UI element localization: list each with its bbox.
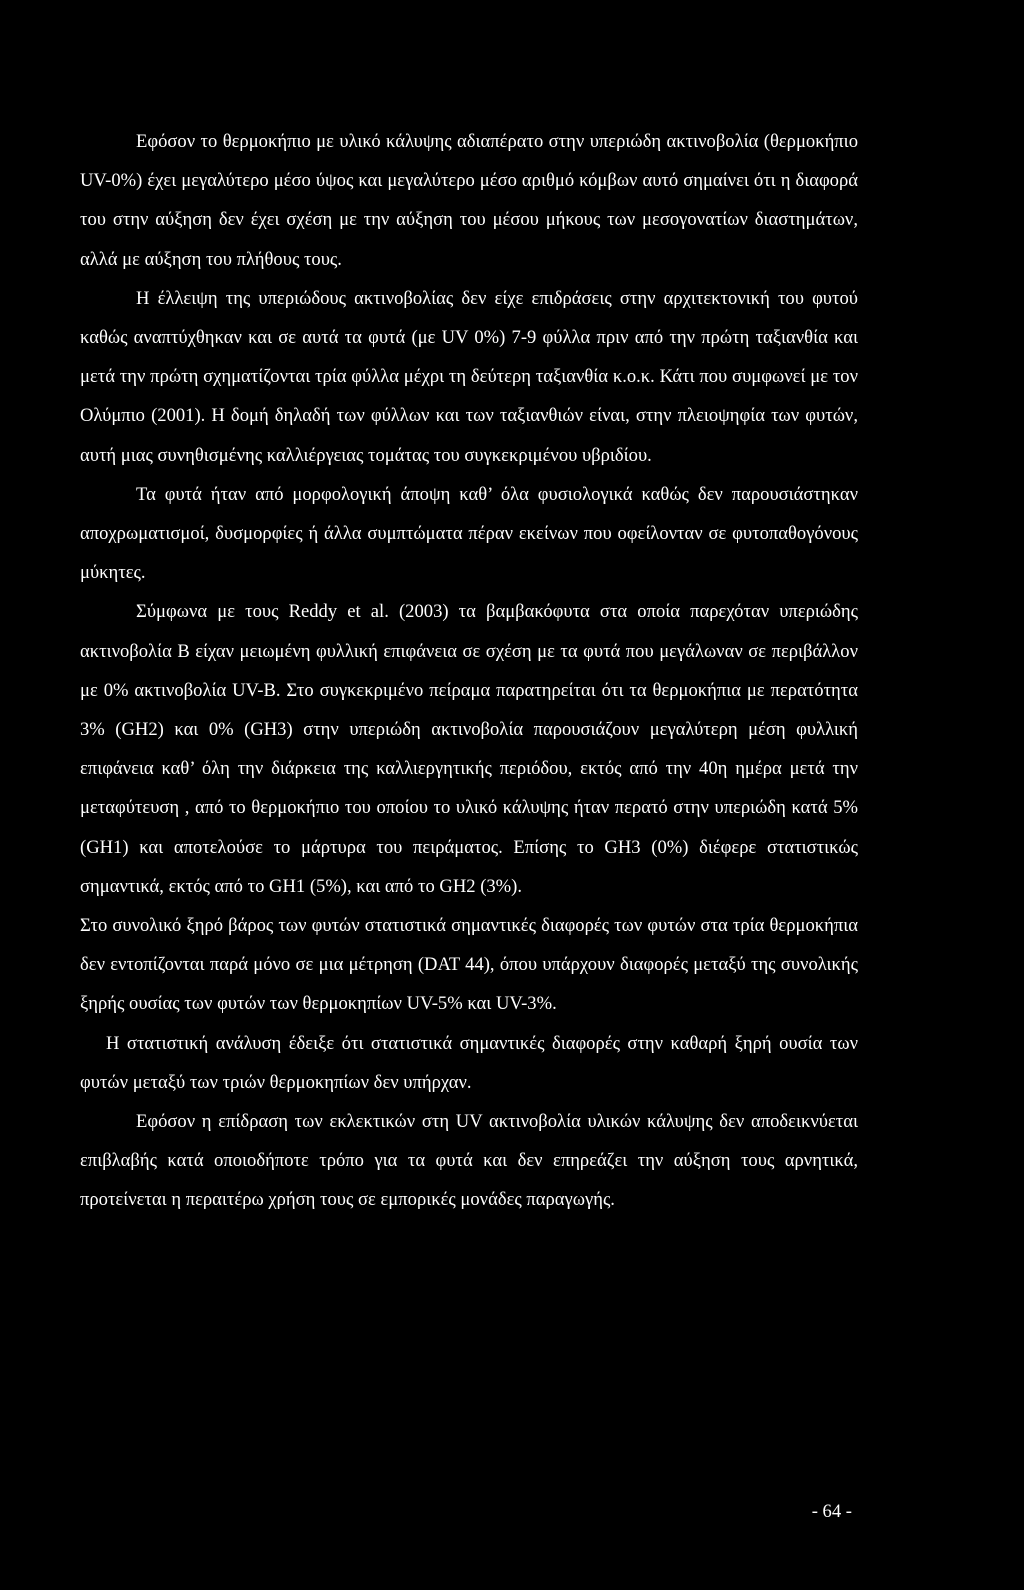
paragraph-5: Στο συνολικό ξηρό βάρος των φυτών στατιστικά σημαντικές διαφορές των φυτών στα τρία θερμοκήπια δεν εντοπίζονται παρά μόνο σε μια μέτρηση (DAT 44), όπου υπάρχουν διαφορές μεταξύ της συνολικής ξηρής ουσίας των φυτών των θερμοκηπίων UV-5% και UV-3%. <box>80 915 858 1015</box>
paragraph-7: Εφόσον η επίδραση των εκλεκτικών στη UV ακτινοβολία υλικών κάλυψης δεν αποδεικνύεται επιβλαβής κατά οποιοδήποτε τρόπο για τα φυτά και δεν επηρεάζει την αύξηση τους αρνητικά, προτείνεται η περαιτέρω χρήση τους σε εμπορικές μονάδες παραγωγής. <box>80 1111 858 1211</box>
paragraph-2: Η έλλειψη της υπεριώδους ακτινοβολίας δεν είχε επιδράσεις στην αρχιτεκτονική του φυτού καθώς αναπτύχθηκαν και σε αυτά τα φυτά (με UV 0%) 7-9 φύλλα πριν από την πρώτη ταξιανθία και μετά την πρώτη σχηματίζονται τρία φύλλα μέχρι τη δεύτερη ταξιανθία κ.ο.κ. Κάτι που συμφωνεί με τον Ολύμπιο (2001). Η δομή δηλαδή των φύλλων και των ταξιανθιών είναι, στην πλειοψηφία των φυτών, αυτή μιας συνηθισμένης καλλιέργειας τομάτας του συγκεκριμένου υβριδίου. <box>80 287 858 466</box>
paragraph-6: Η στατιστική ανάλυση έδειξε ότι στατιστικά σημαντικές διαφορές στην καθαρή ξηρή ουσία των φυτών μεταξύ των τριών θερμοκηπίων δεν υπήρχαν. <box>80 1032 858 1093</box>
paragraph-3: Τα φυτά ήταν από μορφολογική άποψη καθ’ όλα φυσιολογικά καθώς δεν παρουσιάστηκαν αποχρωματισμοί, δυσμορφίες ή άλλα συμπτώματα πέραν εκείνων που οφείλονταν σε φυτοπαθογόνους μύκητες. <box>80 483 858 584</box>
paragraph-1: Εφόσον το θερμοκήπιο με υλικό κάλυψης αδιαπέρατο στην υπεριώδη ακτινοβολία (θερμοκήπιο UV-0%) έχει μεγαλύτερο μέσο ύψος και μεγαλύτερο μέσο αριθμό κόμβων αυτό σημαίνει ότι η διαφορά του στην αύξηση δεν έχει σχέση με την αύξηση του μέσου μήκους των μεσογονατίων διαστημάτων, αλλά με αύξηση του πλήθους τους. <box>80 131 858 270</box>
page-number: - 64 - <box>811 1501 852 1522</box>
paragraph-4: Σύμφωνα με τους Reddy et al. (2003) τα βαμβακόφυτα στα οποία παρεχόταν υπεριώδης ακτινοβολία Β είχαν μειωμένη φυλλική επιφάνεια σε σχέση με τα φυτά που μεγάλωναν σε περιβάλλον με 0% ακτινοβολία UV-B. Στο συγκεκριμένο πείραμα παρατηρείται ότι τα θερμοκήπια με περατότητα 3% (GH2) και 0% (GH3) στην υπεριώδη ακτινοβολία παρουσιάζουν μεγαλύτερη μέση φυλλική επιφάνεια καθ’ όλη την διάρκεια της καλλιεργητικής περιόδου, εκτός από την 40η ημέρα μετά την μεταφύτευση , από το θερμοκήπιο του οποίου το υλικό κάλυψης ήταν περατό στην υπεριώδη κατά 5% (GH1) και αποτελούσε το μάρτυρα του πειράματος. Επίσης το GH3 (0%) διέφερε στατιστικώς σημαντικά, εκτός από το GH1 (5%), και από το GH2 (3%). <box>80 601 858 897</box>
text-body <box>80 122 858 1220</box>
